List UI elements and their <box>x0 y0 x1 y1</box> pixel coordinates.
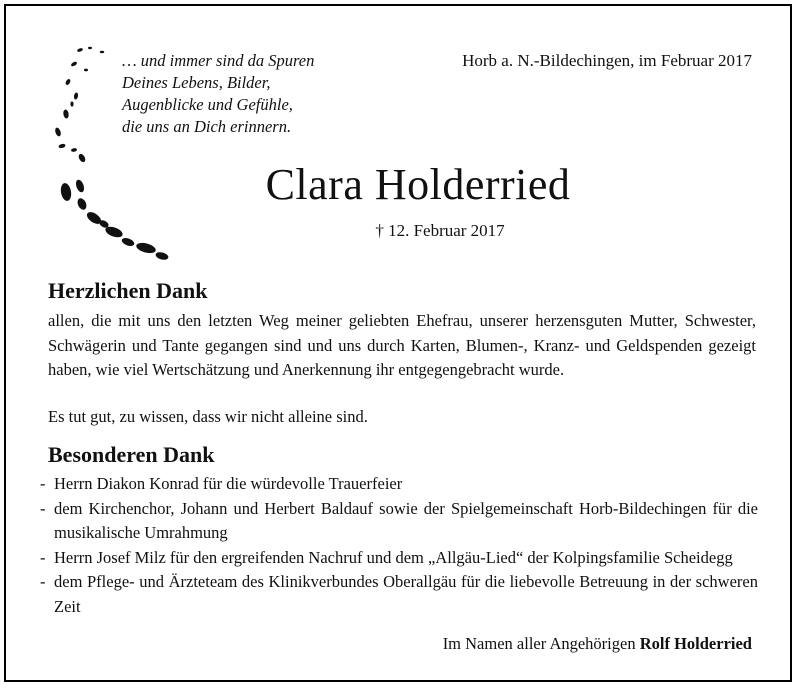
list-bullet: - <box>40 498 46 518</box>
thanks-body: allen, die mit uns den letzten Weg meiner geliebten Ehefrau, unserer herzensguten Mutter, Schwester, Schwägerin und Tante gegangen sind und uns durch Karten, Blumen-, Kranz- und Geldspenden gezeigt haben, wie viel Wertschätzung und Anerkennung ihr entgegengebracht wurde. <box>48 311 756 379</box>
deceased-name: Clara Holderried <box>265 160 571 209</box>
special-thanks-list <box>40 472 758 619</box>
list-bullet: - <box>40 547 46 567</box>
quote-line: die uns an Dich erinnern. <box>122 117 292 136</box>
thanks-closing: Es tut gut, zu wissen, dass wir nicht alleine sind. <box>48 407 368 426</box>
special-thanks-heading: Besonderen Dank <box>48 442 215 467</box>
signature-name: Rolf Holderried <box>639 634 752 653</box>
signature-prefix: Im Namen aller Angehörigen <box>442 634 636 653</box>
memorial-quote <box>122 50 314 138</box>
obituary-notice <box>4 4 792 682</box>
signature <box>443 632 752 656</box>
list-item-text: dem Pflege- und Ärzteteam des Klinikverbundes Oberallgäu für die liebevolle Betreuung in der schweren Zeit <box>54 572 758 616</box>
list-item <box>40 570 758 619</box>
list-item <box>40 472 758 497</box>
death-date: † 12. Februar 2017 <box>375 221 505 240</box>
place-and-date: Horb a. N.-Bildechingen, im Februar 2017 <box>462 51 752 70</box>
quote-line: Augenblicke und Gefühle, <box>122 95 293 114</box>
list-bullet: - <box>40 572 46 591</box>
list-item <box>40 497 758 546</box>
list-item-text: dem Kirchenchor, Johann und Herbert Baldauf sowie der Spielgemeinschaft Horb-Bildechingen für die musikalische Umrahmung <box>54 498 758 542</box>
list-item-text: Herrn Diakon Konrad für die würdevolle Trauerfeier <box>54 474 403 493</box>
list-bullet: - <box>40 474 46 493</box>
list-item-text: Herrn Josef Milz für den ergreifenden Nachruf und dem „Allgäu-Lied“ der Kolpingsfamilie Scheidegg <box>54 547 733 567</box>
quote-line: … und immer sind da Spuren <box>122 51 315 70</box>
thanks-heading: Herzlichen Dank <box>48 278 208 303</box>
quote-line: Deines Lebens, Bilder, <box>122 73 271 92</box>
list-item <box>40 546 758 571</box>
